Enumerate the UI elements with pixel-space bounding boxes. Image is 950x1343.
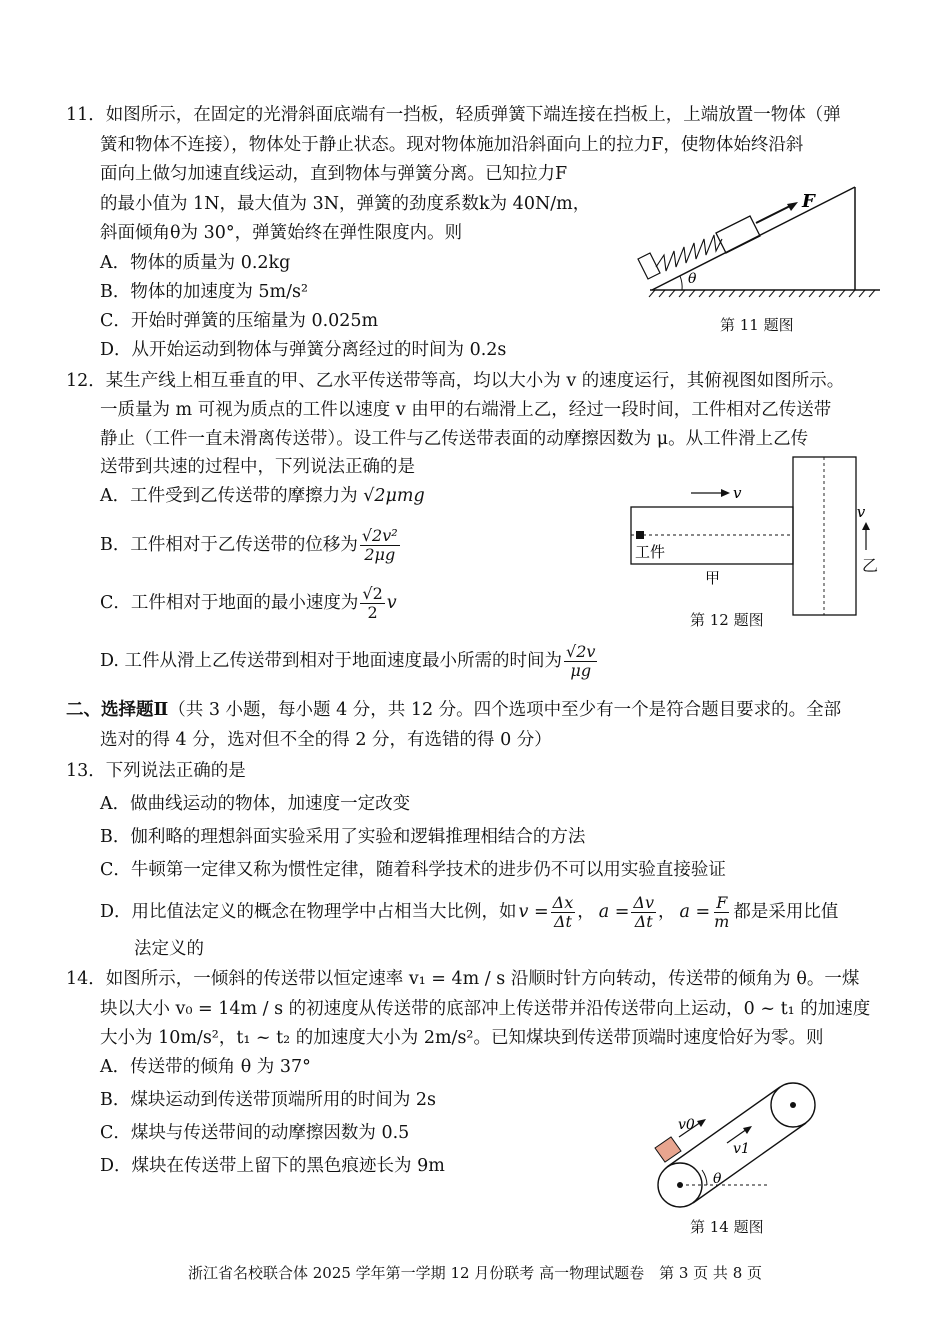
section-2-header: 二、选择题Ⅱ（共 3 小题，每小题 4 分，共 12 分。四个选项中至少有一个是符合题目要求的。全部 — [66, 700, 842, 720]
q13-option-d-line-2: 法定义的 — [134, 939, 204, 959]
q12-caption: 第 12 题图 — [690, 611, 764, 629]
workpiece-dot — [636, 531, 644, 539]
q12-option-a: A．工件受到乙传送带的摩擦力为 √2μmg — [100, 486, 425, 506]
q11-line-5: 斜面倾角θ为 30°，弹簧始终在弹性限度内。则 — [100, 223, 463, 243]
q14-line-1: 14．如图所示，一倾斜的传送带以恒定速率 v₁ = 4m / s 沿顺时针方向转动，传送带的倾角为 θ。一煤 — [66, 969, 860, 989]
belt-lower — [693, 1123, 806, 1203]
q11-option-a: A．物体的质量为 0.2kg — [100, 253, 291, 273]
coal-block — [655, 1137, 681, 1162]
belt-jia-velocity-label: v — [733, 484, 742, 502]
q13-option-a: A．做曲线运动的物体，加速度一定改变 — [100, 794, 411, 814]
v0-label: v0 — [678, 1117, 695, 1133]
belt-yi-label: 乙 — [862, 556, 879, 575]
v1-label: v1 — [733, 1141, 750, 1157]
q11-option-d: D．从开始运动到物体与弹簧分离经过的时间为 0.2s — [100, 340, 507, 360]
q14-option-d: D．煤块在传送带上留下的黑色痕迹长为 9m — [100, 1156, 445, 1176]
q14-option-a: A．传送带的倾角 θ 为 37° — [100, 1057, 311, 1077]
q12-line-1: 12．某生产线上相互垂直的甲、乙水平传送带等高，均以大小为 v 的速度运行，其俯视图如图所示。 — [66, 371, 845, 391]
q11-option-c: C．开始时弹簧的压缩量为 0.025m — [100, 311, 379, 331]
belt-yi — [793, 457, 856, 615]
q11-line-3: 面向上做匀加速直线运动，直到物体与弹簧分离。已知拉力F — [100, 164, 568, 184]
q14-option-c: C．煤块与传送带间的动摩擦因数为 0.5 — [100, 1123, 410, 1143]
q14-option-b: B．煤块运动到传送带顶端所用的时间为 2s — [100, 1090, 437, 1110]
page-footer: 浙江省名校联合体 2025 学年第一学期 12 月份联考 高一物理试题卷 第 3 页 共 8 页 — [187, 1264, 763, 1282]
spring — [656, 235, 722, 271]
q12-line-2: 一质量为 m 可视为质点的工件以速度 v 由甲的右端滑上乙，经过一段时间，工件相对乙传送带 — [100, 400, 832, 420]
q13-option-b: B．伽利略的理想斜面实验采用了实验和逻辑推理相结合的方法 — [100, 827, 586, 847]
belt-yi-velocity-label: v — [856, 503, 866, 521]
q13-option-c: C．牛顿第一定律又称为惯性定律，随着科学技术的进步仍不可以用实验直接验证 — [100, 860, 726, 880]
q14-line-3: 大小为 10m/s²，t₁ ~ t₂ 的加速度大小为 2m/s²。已知煤块到传送带顶端时速度恰好为零。则 — [100, 1028, 824, 1048]
q11-line-4: 的最小值为 1N，最大值为 3N，弹簧的劲度系数k为 40N/m， — [100, 194, 591, 214]
q12-option-d: D. 工件从滑上乙传送带到相对于地面速度最小所需的时间为 $\frac{√2v}{\mu g}$ — [100, 641, 596, 680]
workpiece-label: 工件 — [635, 543, 666, 561]
force-arrow — [756, 205, 792, 223]
section-2-line-2: 选对的得 4 分，选对但不全的得 2 分，有选错的得 0 分） — [100, 730, 552, 750]
q11-line-2: 簧和物体不连接），物体处于静止状态。现对物体施加沿斜面向上的拉力F，使物体始终沿斜 — [100, 135, 804, 155]
q14-figure-conveyor — [645, 1075, 845, 1215]
q11-caption: 第 11 题图 — [720, 316, 794, 334]
q12-option-c: C．工件相对于地面的最小速度为 $\frac{√2}{2}$ v — [100, 583, 397, 622]
q14-line-2: 块以大小 v₀ = 14m / s 的初速度从传送带的底部冲上传送带并沿传送带向上运动，0 ~ t₁ 的加速度 — [100, 999, 871, 1019]
q12-line-3: 静止（工件一直未滑离传送带）。设工件与乙传送带表面的动摩擦因数为 μ。从工件滑上乙传 — [100, 429, 809, 449]
q11-option-b: B．物体的加速度为 5m/s² — [100, 282, 309, 302]
block — [716, 216, 760, 253]
force-label: F — [802, 191, 815, 212]
q14-caption: 第 14 题图 — [690, 1218, 764, 1236]
incline-surface — [652, 187, 855, 290]
belt-jia-label: 甲 — [705, 569, 721, 587]
q14-angle-label: θ — [713, 1171, 722, 1187]
q12-option-b: B．工件相对于乙传送带的位移为 $\frac{\text{√2v²}}{2\mu g}$ — [100, 525, 398, 564]
angle-label: θ — [688, 271, 697, 287]
q12-figure-belts — [625, 455, 866, 620]
q13-stem: 13．下列说法正确的是 — [66, 761, 246, 781]
q11-line-1: 11．如图所示，在固定的光滑斜面底端有一挡板，轻质弹簧下端连接在挡板上，上端放置一物体（弹 — [66, 105, 841, 125]
q12-line-4: 送带到共速的过程中，下列说法正确的是 — [100, 457, 415, 477]
q13-option-d: D．用比值法定义的概念在物理学中占相当大比例，如 v = $\frac{\Delta x}{\Delta t}$ ， a = $\frac{\Delta v}{\Delta t}$ ， a = $\frac{F}{m}$ 都是采用比值 — [100, 892, 839, 931]
q11-figure-incline — [630, 185, 890, 300]
